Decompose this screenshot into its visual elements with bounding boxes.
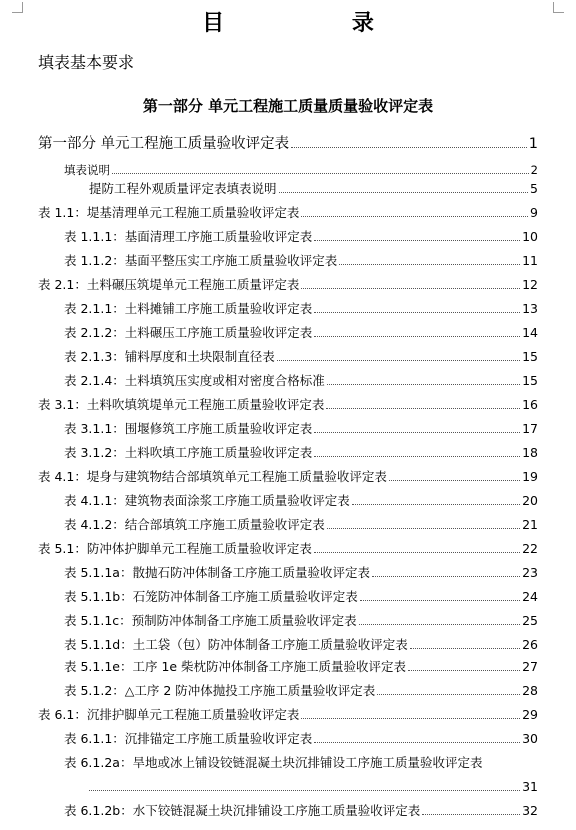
toc-entry-text: 表 5.1.1c：预制防冲体制备工序施工质量验收评定表 (64, 613, 357, 628)
toc-entry-page: 2 (530, 163, 538, 177)
toc-leader (314, 312, 520, 313)
toc-leader (327, 528, 520, 529)
toc-entry-text: 表 5.1：防冲体护脚单元工程施工质量验收评定表 (38, 541, 312, 556)
toc-entry-page: 29 (522, 707, 538, 722)
toc-leader (339, 264, 520, 265)
toc-entry-text: 填表说明 (64, 163, 110, 177)
toc-leader (279, 192, 529, 193)
toc-leader (314, 742, 520, 743)
toc-entry[interactable] (64, 613, 538, 629)
toc-entry-text: 表 6.1：沉排护脚单元工程施工质量验收评定表 (38, 707, 300, 722)
toc-entry-text: 表 2.1.1：土料摊铺工序施工质量验收评定表 (64, 301, 313, 316)
toc-entry-text: 提防工程外观质量评定表填表说明 (89, 181, 277, 196)
toc-entry-page: 5 (530, 181, 538, 196)
toc-entry-page: 26 (522, 637, 538, 652)
toc-leader (422, 814, 520, 815)
toc-entry[interactable] (64, 229, 538, 245)
toc-entry-page: 31 (522, 779, 538, 794)
toc-leader (89, 790, 520, 791)
toc-leader (326, 408, 520, 409)
toc-entry[interactable] (89, 181, 538, 197)
toc-entry[interactable] (64, 683, 538, 699)
toc-entry[interactable] (64, 421, 538, 437)
toc-entry[interactable] (64, 162, 538, 178)
subheading: 填表基本要求 (38, 53, 135, 72)
toc-entry[interactable] (64, 589, 538, 605)
toc-entry-text: 表 6.1.1：沉排锚定工序施工质量验收评定表 (64, 731, 313, 746)
toc-entry-text: 表 3.1.2：土料吹填工序施工质量验收评定表 (64, 445, 313, 460)
toc-leader (327, 384, 520, 385)
toc-leader (377, 694, 520, 695)
toc-entry[interactable] (64, 517, 538, 533)
toc-leader (410, 648, 520, 649)
toc-entry-continuation[interactable] (89, 779, 538, 794)
toc-entry[interactable] (38, 469, 538, 485)
toc-entry-page: 15 (522, 349, 538, 364)
toc-entry-page: 25 (522, 613, 538, 628)
toc-entry[interactable] (64, 301, 538, 317)
toc-entry-text: 表 1.1.2：基面平整压实工序施工质量验收评定表 (64, 253, 338, 268)
toc-entry-page: 10 (522, 229, 538, 244)
toc-entry[interactable] (38, 205, 538, 221)
toc-entry-text: 表 2.1.2：土料碾压工序施工质量验收评定表 (64, 325, 313, 340)
toc-entry[interactable] (38, 541, 538, 557)
toc-entry-page: 27 (522, 659, 538, 674)
toc-entry-text: 表 6.1.2b：水下铰链混凝土块沉排铺设工序施工质量验收评定表 (64, 803, 421, 818)
toc-leader (314, 432, 520, 433)
toc-entry-page: 1 (528, 136, 538, 152)
toc-entry-text: 表 3.1：土料吹填筑堤单元工程施工质量验收评定表 (38, 397, 325, 412)
toc-leader (408, 670, 520, 671)
toc-leader (314, 336, 520, 337)
toc-entry-page: 30 (522, 731, 538, 746)
toc-entry-page: 22 (522, 541, 538, 556)
toc-leader (301, 216, 528, 217)
toc-leader (112, 173, 529, 174)
toc-entry-text: 表 1.1.1：基面清理工序施工质量验收评定表 (64, 229, 313, 244)
toc-entry-text: 表 5.1.1a：散抛石防冲体制备工序施工质量验收评定表 (64, 565, 370, 580)
toc-entry-page: 20 (522, 493, 538, 508)
toc-entry-text: 表 3.1.1：围堰修筑工序施工质量验收评定表 (64, 421, 313, 436)
toc-entry-page: 12 (522, 277, 538, 292)
toc-leader (389, 480, 520, 481)
toc-entry[interactable] (64, 373, 538, 389)
toc-entry-text: 表 4.1.2：结合部填筑工序施工质量验收评定表 (64, 517, 325, 532)
toc-entry-text: 表 5.1.2：△工序 2 防冲体抛投工序施工质量验收评定表 (64, 683, 376, 698)
toc-leader (291, 147, 527, 148)
toc-entry-text: 表 5.1.1d：土工袋（包）防冲体制备工序施工质量验收评定表 (64, 637, 408, 652)
toc-leader (314, 240, 520, 241)
toc-entry[interactable] (64, 637, 538, 653)
toc-entry-page: 11 (522, 253, 538, 268)
toc-entry-page: 18 (522, 445, 538, 460)
toc-entry-page: 9 (530, 205, 538, 220)
toc-entry-page: 17 (522, 421, 538, 436)
section-heading: 第一部分 单元工程施工质量质量验收评定表 (142, 97, 434, 115)
toc-entry-page: 32 (522, 803, 538, 818)
toc-leader (314, 552, 520, 553)
toc-entry-text: 表 4.1.1：建筑物表面涂浆工序施工质量验收评定表 (64, 493, 350, 508)
toc-entry[interactable] (38, 136, 538, 152)
toc-entry-page: 23 (522, 565, 538, 580)
toc-entry-page: 13 (522, 301, 538, 316)
toc-entry-page: 16 (522, 397, 538, 412)
toc-leader (352, 504, 520, 505)
toc-entry[interactable] (38, 277, 538, 293)
toc-leader (314, 456, 520, 457)
toc-entry[interactable] (64, 565, 538, 581)
toc-entry-page: 15 (522, 373, 538, 388)
toc-entry-page: 19 (522, 469, 538, 484)
toc-entry-text: 表 4.1：堤身与建筑物结合部填筑单元工程施工质量验收评定表 (38, 469, 387, 484)
toc-entry[interactable] (64, 731, 538, 747)
toc-leader (359, 624, 520, 625)
toc-leader (301, 718, 520, 719)
toc-entry[interactable] (64, 349, 538, 365)
toc-entry-text: 表 2.1：土料碾压筑堤单元工程施工质量评定表 (38, 277, 300, 292)
toc-entry-text: 表 5.1.1e：工序 1e 柴枕防冲体制备工序施工质量验收评定表 (64, 659, 407, 674)
toc-entry-text: 表 5.1.1b：石笼防冲体制备工序施工质量验收评定表 (64, 589, 358, 604)
toc-entry-text: 表 2.1.4：土料填筑压实度或相对密度合格标准 (64, 373, 325, 388)
toc-entry[interactable] (64, 803, 538, 819)
toc-entry[interactable] (38, 707, 538, 723)
toc-leader (360, 600, 520, 601)
toc-entry-text: 表 6.1.2a：旱地或冰上铺设铰链混凝土块沉排铺设工序施工质量验收评定表 (64, 755, 483, 770)
toc-entry-text: 表 2.1.3：铺料厚度和土块限制直径表 (64, 349, 275, 364)
toc-entry[interactable] (64, 659, 538, 675)
toc-entry-page: 28 (522, 683, 538, 698)
toc-entry-page: 14 (522, 325, 538, 340)
toc-entry[interactable] (64, 253, 538, 269)
toc-entry[interactable] (64, 493, 538, 509)
toc-entry-page: 24 (522, 589, 538, 604)
toc-leader (277, 360, 520, 361)
toc-entry[interactable] (38, 397, 538, 413)
toc-entry-wrapped[interactable] (64, 755, 538, 771)
toc-entry-text: 第一部分 单元工程施工质量验收评定表 (38, 136, 290, 152)
toc-leader (301, 288, 520, 289)
toc-entry[interactable] (64, 325, 538, 341)
toc-entry-text: 表 1.1：堤基清理单元工程施工质量验收评定表 (38, 205, 300, 220)
toc-leader (372, 576, 520, 577)
toc-entry-page: 21 (522, 517, 538, 532)
page-title: 目 录 (202, 11, 434, 36)
toc-entry[interactable] (64, 445, 538, 461)
